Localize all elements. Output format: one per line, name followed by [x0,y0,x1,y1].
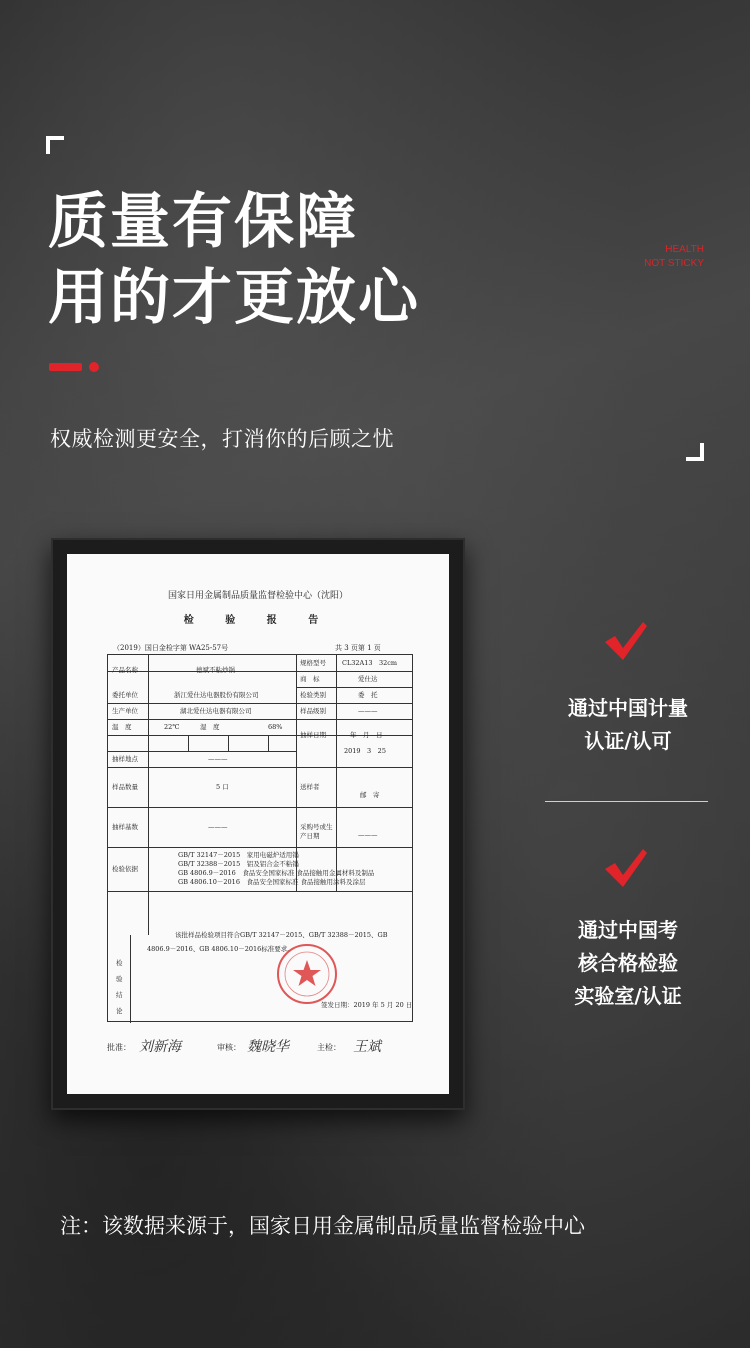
place-value: ——— [208,755,228,763]
humidity-value: 68% [268,723,283,731]
delivery-value: 邮 寄 [360,791,380,799]
inspect-signature: 王斌 [353,1039,381,1055]
date-value: 2019 3 25 [344,747,386,755]
side-tag [600,243,704,271]
headline-line-2: 用的才更放心 [48,263,420,333]
brand-value: 爱仕达 [358,675,378,683]
basis-line-1: GB/T 32147－2015 家用电磁炉适用锅 [178,851,299,859]
basis-line-3: GB 4806.9－2016 食品安全国家标准 食品接触用金属材料及制品 [178,869,375,877]
certificate-page-info: 共 3 页第 1 页 [335,644,381,652]
delivery-label: 送样者 [300,783,320,791]
divider [545,801,708,802]
basis-line-2: GB/T 32388－2015 铝及铝合金不粘锅 [178,860,299,868]
batch-value: ——— [358,831,378,839]
grade-value: ——— [358,707,378,715]
certificate-table [107,654,413,1022]
approve-signature: 刘新海 [139,1039,181,1055]
qty-value: 5 口 [216,783,229,791]
temp-label: 温 度 [112,723,132,731]
date-label: 抽样日期 [300,731,326,739]
cert-1 [540,692,716,758]
side-tag-line-1: HEALTH [665,244,704,255]
corner-bracket-bottom-right-icon [686,443,704,461]
basis-label: 检验依据 [112,865,138,873]
client-label: 委托单位 [112,691,138,699]
cert-1-line-1: 通过中国计量 [568,696,688,720]
base-value: ——— [208,823,228,831]
certificate-paper [67,554,449,1094]
basis-line-4: GB 4806.10－2016 食品安全国家标准 食品接触用涂料及涂层 [178,878,366,886]
inspect-label: 主检： [317,1043,341,1052]
accent-dot [89,362,99,372]
cert-2-line-1: 通过中国考 [578,918,678,942]
certificate-org-title: 国家日用金属制品质量监督检验中心（沈阳） [167,591,348,601]
client-value: 浙江爱仕达电器股份有限公司 [174,691,259,699]
issue-date: 签发日期：2019 年 5 月 20 日 [321,1001,413,1009]
review-signature: 魏晓华 [247,1039,289,1055]
check-icon [603,620,649,662]
conclusion-line-1: 该批样品检验项目符合GB/T 32147－2015、GB/T 32388－2015、GB [175,931,388,939]
stamp-icon [275,942,339,1006]
grade-label: 样品级别 [300,707,326,715]
footnote: 注：该数据来源于，国家日用金属制品质量监督检验中心 [60,1214,585,1238]
qty-label: 样品数量 [112,783,138,791]
model-value: CL32A13 32cm [342,659,398,667]
approve-label: 批准： [107,1043,131,1052]
subtitle: 权威检测更安全，打消你的后顾之忧 [50,427,394,451]
date-header: 年 月 日 [350,731,383,739]
model-label: 规格型号 [300,659,326,667]
product-label: 产品名称 [112,666,138,674]
corner-bracket-top-left-icon [46,136,64,154]
maker-value: 湖北爱仕达电器有限公司 [180,707,252,715]
accent-bar [49,363,82,371]
brand-label: 商 标 [300,675,320,683]
batch-label: 采购号或生产日期 [300,823,333,840]
certificate-report-no: （2019）国日金检字第 WA25-57号 [113,644,229,652]
conclusion-label: 检验结论 [116,959,123,1015]
humidity-label: 湿 度 [200,723,220,731]
cert-1-line-2: 认证/认可 [584,729,672,753]
product-value: 德斌不粘炒锅 [196,666,235,674]
cert-2-line-2: 核合格检验 [578,951,678,975]
place-label: 抽样地点 [112,755,138,763]
certificate-heading: 检 验 报 告 [183,615,333,626]
type-label: 检验类别 [300,691,326,699]
temp-value: 22℃ [164,723,180,731]
signature-row [107,1034,407,1064]
review-label: 审核： [217,1043,241,1052]
type-value: 委 托 [358,691,378,699]
base-label: 抽样基数 [112,823,138,831]
cert-2-line-3: 实验室/认证 [574,984,682,1008]
check-icon [603,847,649,889]
side-tag-line-2: NOT STICKY [644,258,704,269]
headline-line-1: 质量有保障 [48,187,358,257]
maker-label: 生产单位 [112,707,138,715]
conclusion-line-2: 4806.9－2016、GB 4806.10－2016标准要求。 [147,945,294,953]
cert-2 [540,914,716,1013]
